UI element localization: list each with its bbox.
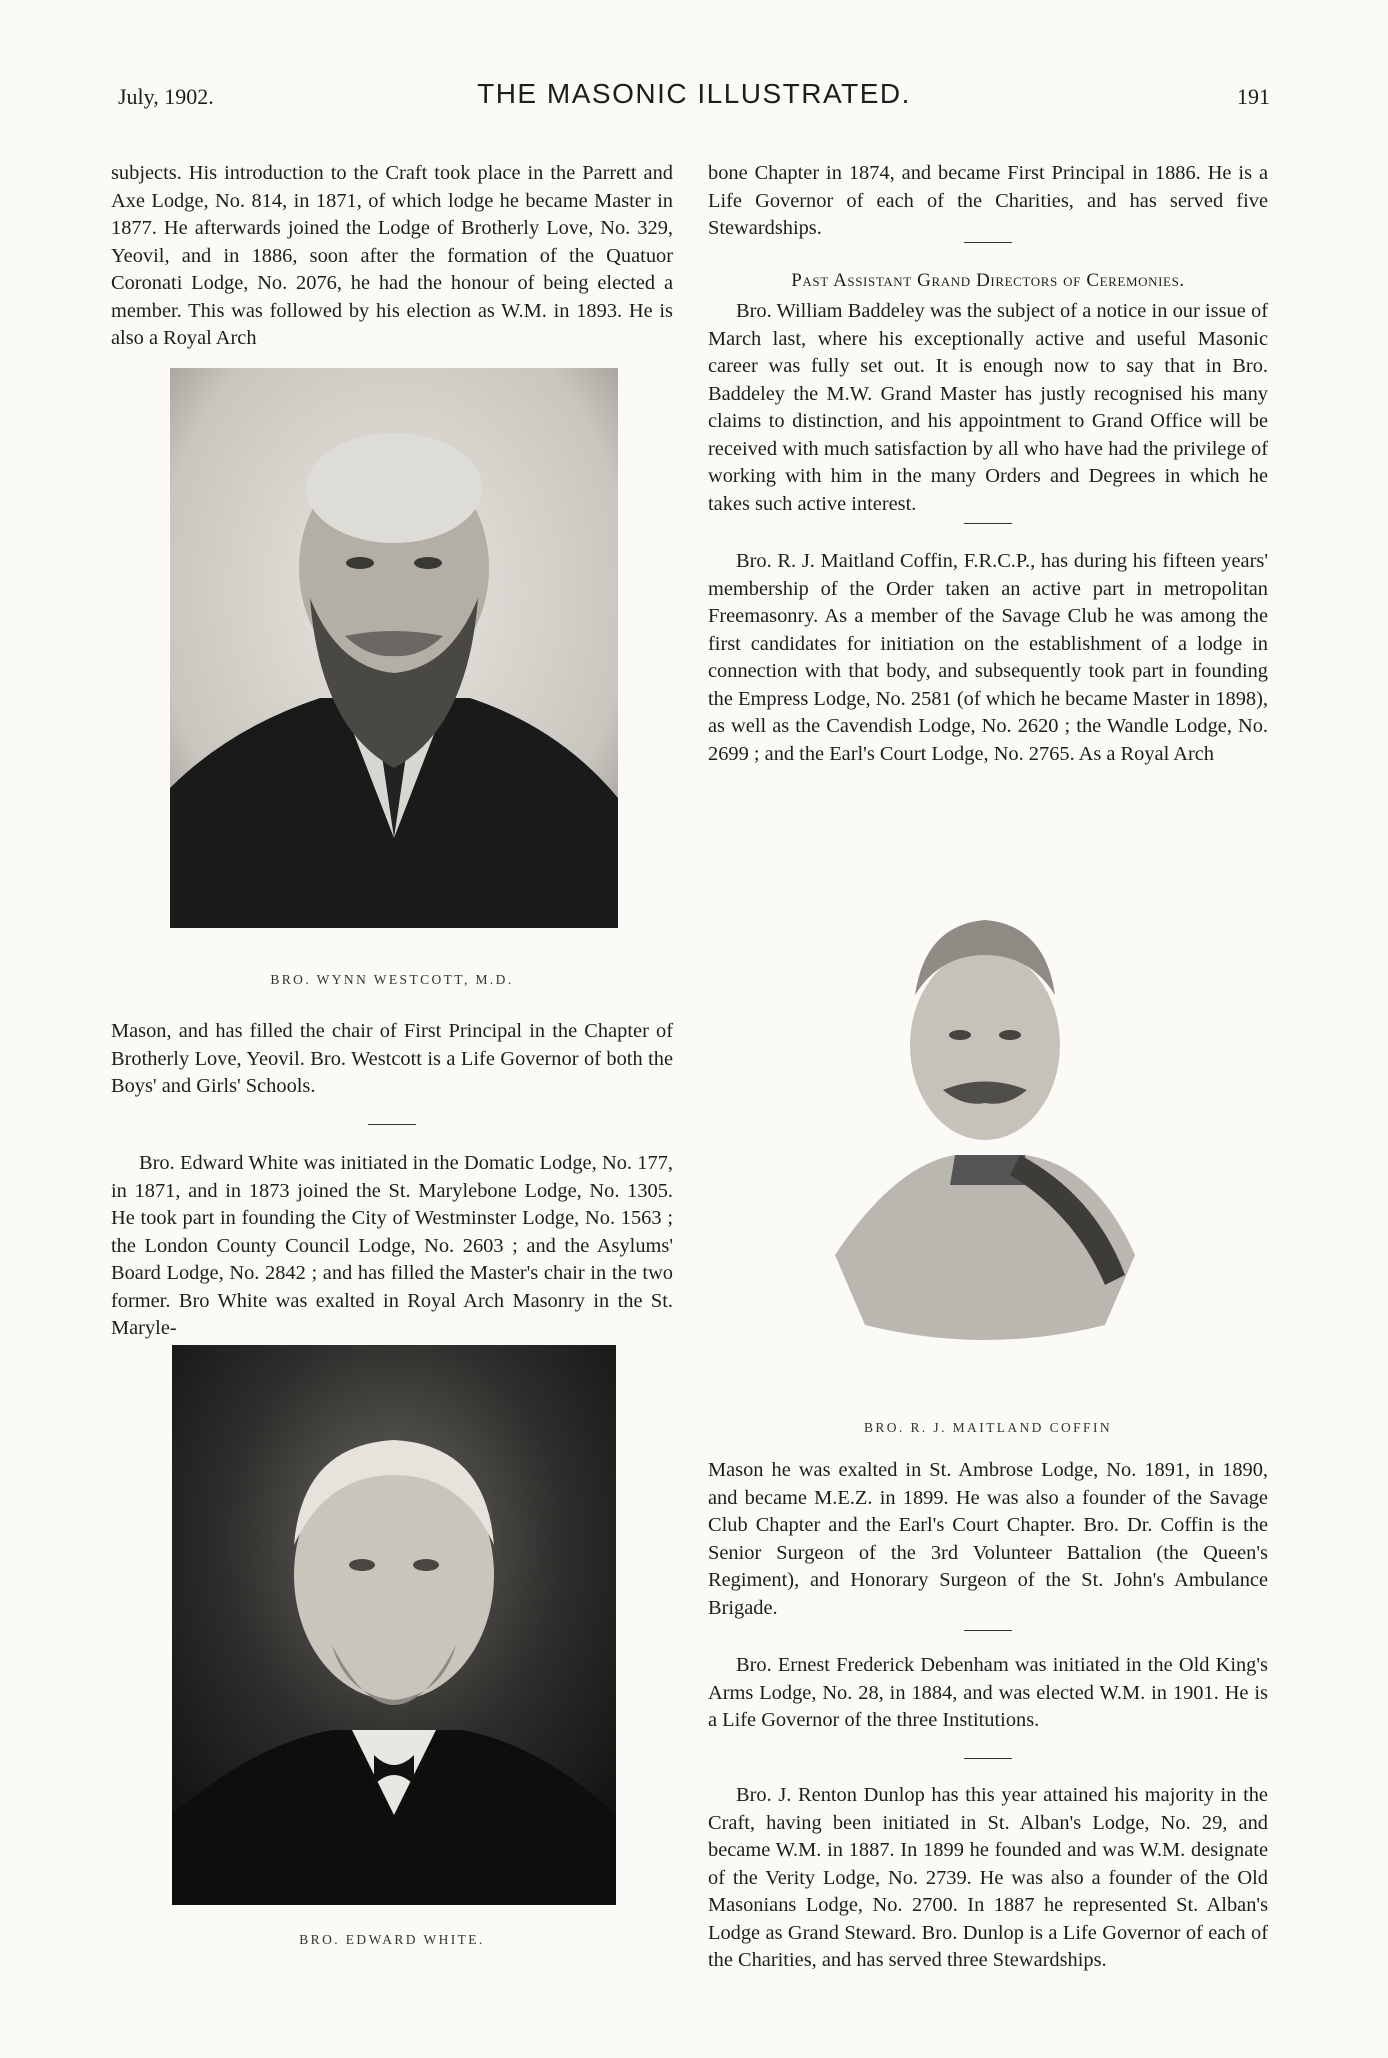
white-continued-paragraph: bone Chapter in 1874, and became First Principal in 1886. He is a Life Governor of each of the Charities, and has served five Stewardships. xyxy=(708,162,1268,239)
coffin-paragraph-2: Mason he was exalted in St. Ambrose Lodge, No. 1891, in 1890, and became M.E.Z. in 1899. He was also a founder of the Savage Club Chapter and the Earl's Court Chapter. Bro. Dr. Coffin is the Senior Surgeon of the 3rd Volunteer Battalion (the Queen's Regiment), and Honorary Surgeon of the St. John's Ambulance Brigade. xyxy=(708,1459,1268,1619)
caption-coffin: BRO. R. J. MAITLAND COFFIN xyxy=(863,1420,1113,1435)
caption-westcott: BRO. WYNN WESTCOTT, M.D. xyxy=(270,972,514,987)
portrait-white-image xyxy=(172,1345,616,1905)
white-paragraph: Bro. Edward White was initiated in the Domatic Lodge, No. 177, in 1871, and in 1873 joined the St. Marylebone Lodge, No. 1305. He took part in founding the City of Westminster Lodge, No. 1563 ; the London County Council Lodge, No. 2603 ; and the Asylums' Board Lodge, No. 2842 ; and has filled the Master's chair in the two former. Bro White was exalted in Royal Arch Masonry in the St. Maryle- xyxy=(111,1152,673,1339)
section-divider xyxy=(964,523,1012,524)
section-divider xyxy=(368,1124,416,1125)
dunlop-paragraph: Bro. J. Renton Dunlop has this year attained his majority in the Craft, having been initiated in St. Alban's Lodge, No. 29, and became W.M. in 1887. In 1899 he founded and was W.M. designate of the Verity Lodge, No. 2739. He was also a founder of the Old Masonians Lodge, No. 2700. In 1887 he represented St. Alban's Lodge as Grand Steward. Bro. Dunlop is a Life Governor of each of the Charities, and has served three Stewardships. xyxy=(708,1784,1268,1971)
publication-title: THE MASONIC ILLUSTRATED. xyxy=(477,78,911,109)
page-number: 191 xyxy=(1237,84,1270,109)
page-header xyxy=(0,78,1388,118)
portrait-westcott xyxy=(170,368,618,928)
portrait-coffin xyxy=(775,855,1195,1375)
portrait-westcott-image xyxy=(170,368,618,928)
westcott-paragraph-1: subjects. His introduction to the Craft took place in the Parrett and Axe Lodge, No. 814, in 1871, of which lodge he became Master in 1877. He afterwards joined the Lodge of Brotherly Love, No. 329, Yeovil, and in 1886, soon after the formation of the Quatuor Coronati Lodge, No. 2076, he had the honour of being elected a member. This was followed by his election as W.M. in 1893. He is also a Royal Arch xyxy=(111,162,673,349)
section-divider xyxy=(964,1630,1012,1631)
section-divider xyxy=(964,1758,1012,1759)
caption-white: BRO. EDWARD WHITE. xyxy=(299,1932,485,1947)
baddeley-paragraph: Bro. William Baddeley was the subject of a notice in our issue of March last, where his exceptionally active and useful Masonic career was fully set out. It is enough now to say that in Bro. Baddeley the M.W. Grand Master has justly recognised his many claims to distinction, and his appointment to Grand Office will be received with much satisfaction by all who have had the privilege of working with him in the many Orders and Degrees in which he takes such active interest. xyxy=(708,300,1268,515)
section-heading xyxy=(708,270,1268,292)
section-heading-text: Past Assistant Grand Directors of Ceremonies. xyxy=(791,270,1185,291)
portrait-coffin-image xyxy=(775,855,1195,1375)
portrait-white xyxy=(172,1345,616,1905)
westcott-paragraph-2: Mason, and has filled the chair of First Principal in the Chapter of Brotherly Love, Yeovil. Bro. Westcott is a Life Governor of both the Boys' and Girls' Schools. xyxy=(111,1020,673,1097)
section-divider xyxy=(964,242,1012,243)
issue-date: July, 1902. xyxy=(118,84,214,109)
debenham-paragraph: Bro. Ernest Frederick Debenham was initiated in the Old King's Arms Lodge, No. 28, in 1884, and was elected W.M. in 1901. He is a Life Governor of the three Institutions. xyxy=(708,1654,1268,1731)
coffin-paragraph-1: Bro. R. J. Maitland Coffin, F.R.C.P., has during his fifteen years' membership of the Order taken an active part in metropolitan Freemasonry. As a member of the Savage Club he was among the first candidates for initiation on the establishment of a lodge in connection with that body, and subsequently took part in founding the Empress Lodge, No. 2581 (of which he became Master in 1898), as well as the Cavendish Lodge, No. 2620 ; the Wandle Lodge, No. 2699 ; and the Earl's Court Lodge, No. 2765. As a Royal Arch xyxy=(708,550,1268,765)
